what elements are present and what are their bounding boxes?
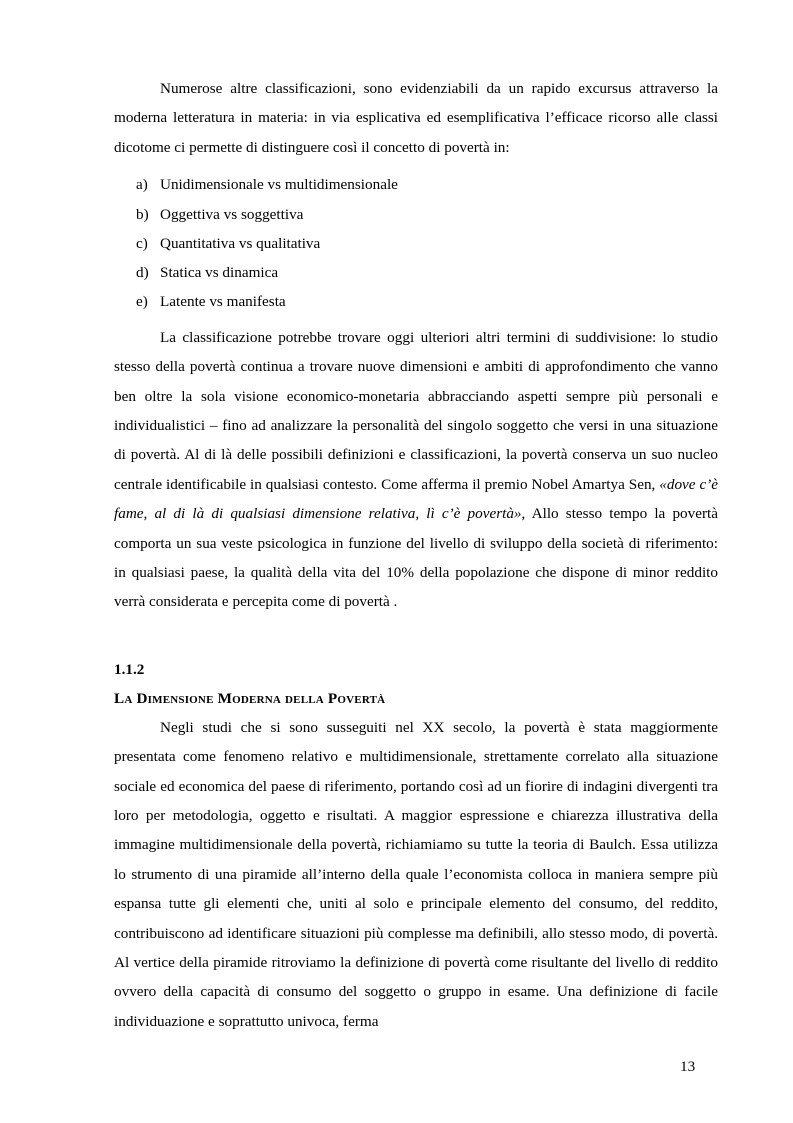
page-number: 13 (680, 1058, 696, 1075)
list-item-text: Quantitativa vs qualitativa (160, 234, 321, 252)
classification-text-part1: La classificazione potrebbe trovare oggi ulteriori altri termini di suddivisione: lo studio stesso della povertà continua a trovare nuove dimensioni e ambiti di approfondimento che vanno ben oltre la sola visione economico-monetaria abbracciando aspetti sempre più personali e individualistici – fino ad analizzare la personalità del singolo soggetto che versi in una situazione di povertà. Al di là delle possibili definizioni e classificazioni, la povertà conserva un suo nucleo centrale identificabile in qualsiasi contesto. Come afferma il premio Nobel Amartya Sen, (114, 328, 718, 493)
classification-text-part2: Allo stesso tempo la povertà comporta un sua veste psicologica in funzione del livello di sviluppo della società di riferimento: in qualsiasi paese, la qualità della vita del 10% della popolazione che dispone di minor reddito verrà considerata e percepita come di povertà . (114, 505, 718, 611)
list-item-text: Latente vs manifesta (160, 293, 286, 311)
list-item-text: Unidimensionale vs multidimensionale (160, 176, 398, 194)
list-item-text: Oggettiva vs soggettiva (160, 205, 304, 223)
list-item-label: b) (136, 205, 149, 223)
list-item-label: e) (136, 293, 148, 311)
list-item (114, 287, 718, 316)
list-item (114, 200, 718, 229)
list-item-text: Statica vs dinamica (160, 264, 279, 282)
list-item (114, 258, 718, 287)
classification-list (114, 170, 718, 316)
classification-paragraph (114, 323, 718, 617)
list-item-label: c) (136, 234, 148, 252)
list-item-label: d) (136, 264, 149, 282)
section-body-paragraph: Negli studi che si sono susseguiti nel XX secolo, la povertà è stata maggiormente presentata come fenomeno relativo e multidimensionale, strettamente correlato alla situazione sociale ed economica del paese di riferimento, portando così ad un fiorire di indagini divergenti tra loro per metodologia, oggetto e risultati. A maggior espressione e chiarezza illustrativa della immagine multidimensionale della povertà, richiamiamo su tutte la teoria di Baulch. Essa utilizza lo strumento di una piramide all’interno della quale l’economista colloca in maniera sempre più espansa tutte gli elementi che, uniti al solo e principale elemento del consumo, del reddito, contribuiscono ad identificare situazioni più complesse ma definibili, allo stesso modo, di povertà. Al vertice della piramide ritroviamo la definizione di povertà come risultante del livello di reddito ovvero della capacità di consumo del soggetto o gruppo in esame. Una definizione di facile individuazione e soprattutto univoca, ferma (114, 718, 718, 1030)
document-page (114, 74, 718, 1036)
section-title: La Dimensione Moderna della Povertà (114, 689, 386, 707)
list-item-label: a) (136, 176, 148, 194)
intro-paragraph: Numerose altre classificazioni, sono evidenziabili da un rapido excursus attraverso la moderna letteratura in materia: in via esplicativa ed esemplificativa l’efficace ricorso alle classi dicotome ci permette di distinguere così il concetto di povertà in: (114, 80, 718, 156)
section-number: 1.1.2 (114, 660, 145, 678)
list-item (114, 170, 718, 199)
sen-quote: «dove c’è fame, al di là di qualsiasi dimensione relativa, lì c’è povertà», (114, 475, 718, 523)
list-item (114, 229, 718, 258)
